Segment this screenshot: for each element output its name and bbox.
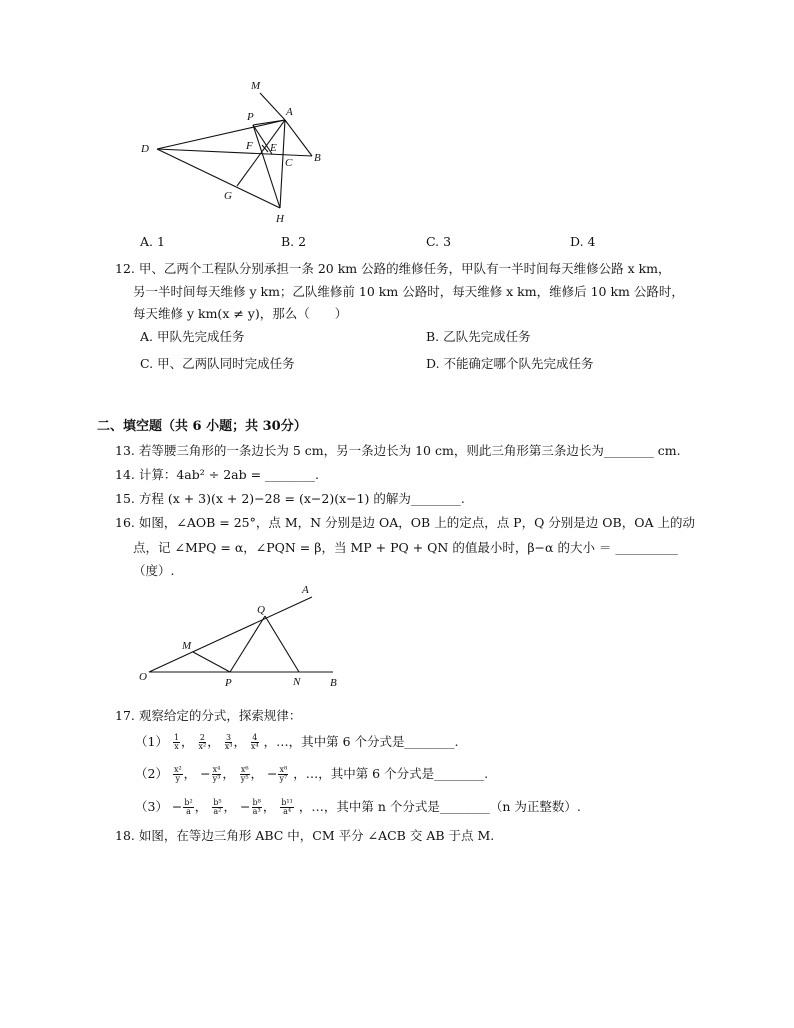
q12-line2: 另一半时间每天维修 y km；乙队维修前 10 km 公路时，每天维修 x km，维修后 10 km 公路时， <box>133 284 684 299</box>
label-F: F <box>246 140 253 152</box>
q12-line1: 12. 甲、乙两个工程队分别承担一条 20 km 公路的维修任务，甲队有一半时间每天维修公路 x km， <box>115 261 671 276</box>
label-M2: M <box>182 640 192 652</box>
label-N: N <box>293 676 301 688</box>
q17-p3-frac3: $\frac{\text{b⁸}}{\text{a³}}$ <box>252 798 261 816</box>
label-E: E <box>270 142 277 154</box>
label-C: C <box>285 157 293 169</box>
q17-p2-frac4: $\frac{\text{x⁸}}{\text{y⁷}}$ <box>279 765 288 783</box>
q17-p2-frac3: $\frac{\text{x⁶}}{\text{y⁵}}$ <box>240 765 249 783</box>
q17-p3-suffix: ，…，其中第 n 个分式是________（n 为正整数）. <box>298 799 581 814</box>
q17-p3-prefix: （3） <box>135 799 168 814</box>
q11-option-b[interactable]: B. 2 <box>281 234 307 249</box>
figure-11 <box>0 0 794 240</box>
label-G: G <box>224 190 232 202</box>
q12-line3: 每天维修 y km(x ≠ y)，那么（ ） <box>133 306 348 321</box>
q17-part3: （3） − $\frac{\text{b²}}{a}$ ， $\frac{\text{b⁵}}{\text{a²}}$ ， − $\frac{\text{b⁸}}{\text{a³}}$ ， $\frac{\text{b¹¹}}{\text{a⁴}}$ ，…，其中第 n 个分式是________（n 为正整数）. <box>135 798 581 816</box>
q17-p3-frac4: $\frac{\text{b¹¹}}{\text{a⁴}}$ <box>281 798 293 816</box>
label-H: H <box>276 213 284 225</box>
q11-option-d[interactable]: D. 4 <box>570 234 596 249</box>
label-A2: A <box>302 584 309 596</box>
q17-part2: （2） $\frac{\text{x²}}{y}$ ， − $\frac{\text{x⁴}}{\text{y³}}$ ， $\frac{\text{x⁶}}{\text{y⁵}}$ ， − $\frac{\text{x⁸}}{\text{y⁷}}$ ，…，其中第 6 个分式是________. <box>135 765 489 783</box>
q11-option-c[interactable]: C. 3 <box>426 234 452 249</box>
label-B: B <box>314 152 321 164</box>
q14: 14. 计算：4ab² ÷ 2ab = ________. <box>115 467 319 482</box>
q17-p1-frac2: $\frac{2}{\text{x²}}$ <box>198 733 207 751</box>
q17-p1-prefix: （1） <box>135 734 168 749</box>
q17-p1-frac3: $\frac{3}{\text{x³}}$ <box>224 733 233 751</box>
q12-option-a[interactable]: A. 甲队先完成任务 <box>140 329 245 344</box>
label-A: A <box>286 106 293 118</box>
q16-line2: 点，记 ∠MPQ = α，∠PQN = β，当 MP + PQ + QN 的值最小时，β−α 的大小 ＝ __________ <box>133 540 678 555</box>
q17-intro: 17. 观察给定的分式，探索规律： <box>115 708 302 723</box>
q12-option-d[interactable]: D. 不能确定哪个队先完成任务 <box>426 356 594 371</box>
q17-p2-frac1: $\frac{\text{x²}}{y}$ <box>173 765 182 783</box>
figure-16 <box>0 580 794 700</box>
section-title: 二、填空题（共 6 小题；共 30分） <box>97 419 307 434</box>
label-B2: B <box>330 677 337 689</box>
q11-option-a[interactable]: A. 1 <box>140 234 165 249</box>
q17-p2-suffix: ，…，其中第 6 个分式是________. <box>293 766 489 781</box>
q15: 15. 方程 (x + 3)(x + 2)−28 = (x−2)(x−1) 的解为________. <box>115 491 465 506</box>
label-D: D <box>141 143 149 155</box>
q17-p3-frac1: $\frac{\text{b²}}{a}$ <box>184 798 193 816</box>
q18: 18. 如图，在等边三角形 ABC 中，CM 平分 ∠ACB 交 AB 于点 M. <box>115 828 495 843</box>
q17-p1-frac1: $\frac{1}{x}$ <box>173 733 180 751</box>
q17-p1-frac4: $\frac{4}{\text{x⁴}}$ <box>250 733 259 751</box>
label-P2: P <box>225 677 232 689</box>
label-O: O <box>139 671 147 683</box>
q17-p2-frac2: $\frac{\text{x⁴}}{\text{y³}}$ <box>212 765 221 783</box>
q12-option-b[interactable]: B. 乙队先完成任务 <box>426 329 531 344</box>
label-P: P <box>247 111 254 123</box>
q17-part1: （1） $\frac{1}{x}$ ， $\frac{2}{\text{x²}}$ ， $\frac{3}{\text{x³}}$ ， $\frac{4}{\text{x⁴}}$ ，…，其中第 6 个分式是________. <box>135 733 459 751</box>
q17-p2-prefix: （2） <box>135 766 168 781</box>
q12-option-c[interactable]: C. 甲、乙两队同时完成任务 <box>140 356 295 371</box>
q16-line1: 16. 如图，∠AOB = 25°，点 M，N 分别是边 OA，OB 上的定点，点 P，Q 分别是边 OB，OA 上的动 <box>115 515 695 530</box>
label-M: M <box>251 80 261 92</box>
q17-p1-suffix: ，…，其中第 6 个分式是________. <box>263 734 459 749</box>
q16-line3: （度）. <box>133 563 175 578</box>
label-Q: Q <box>257 604 265 616</box>
q13: 13. 若等腰三角形的一条边长为 5 cm，另一条边长为 10 cm，则此三角形第三条边长为________ cm. <box>115 443 681 458</box>
q17-p3-frac2: $\frac{\text{b⁵}}{\text{a²}}$ <box>213 798 222 816</box>
